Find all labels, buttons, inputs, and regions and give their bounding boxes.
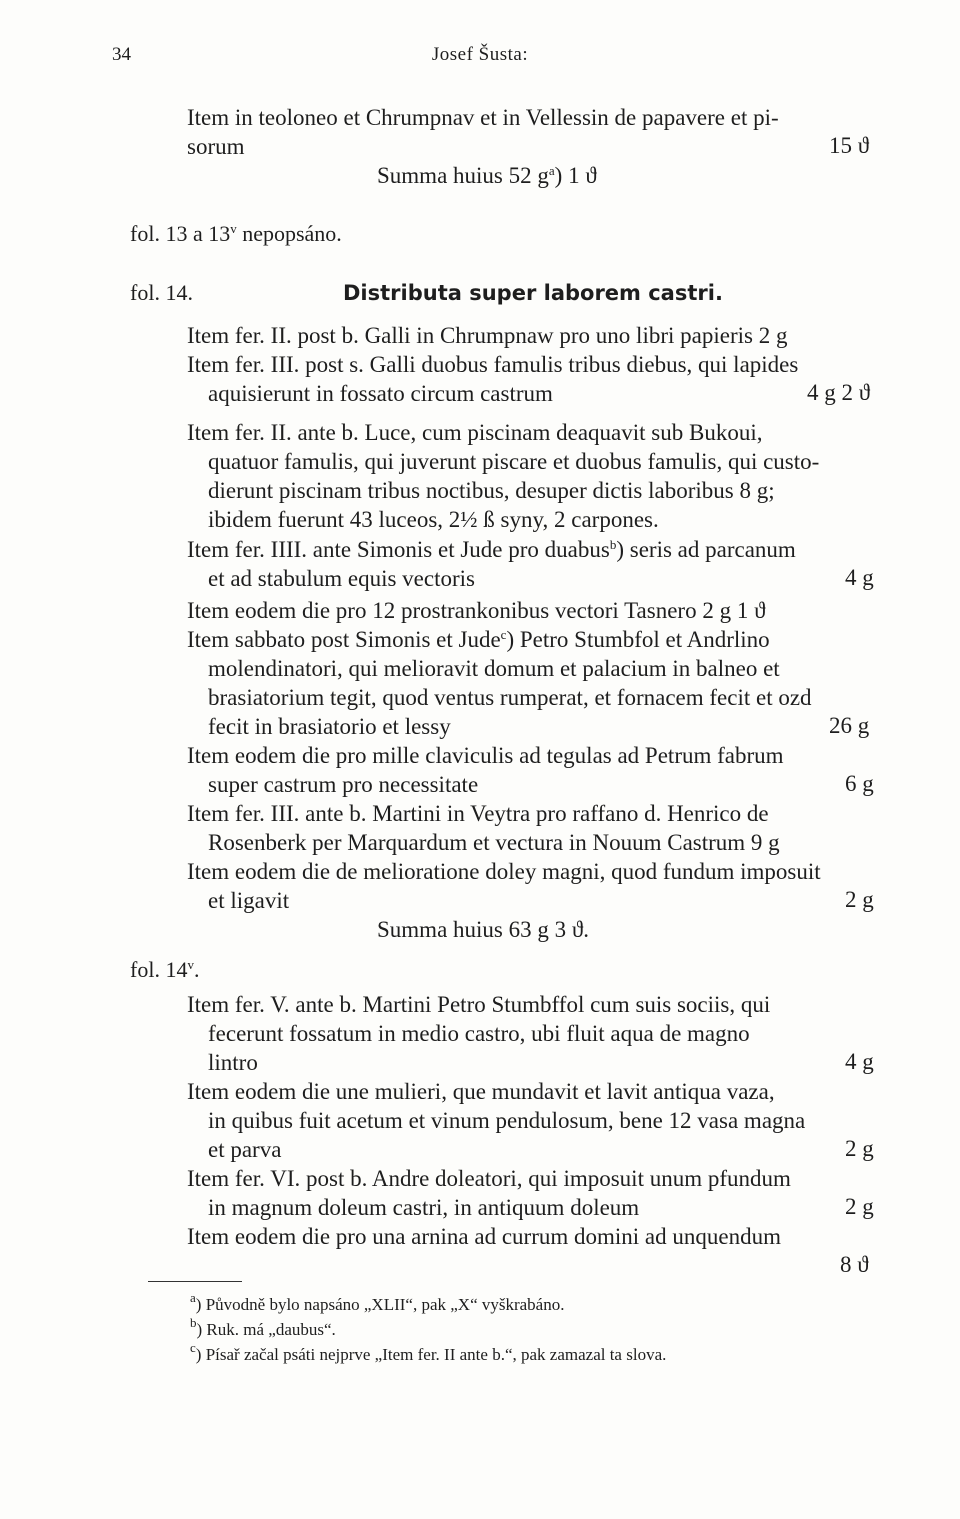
text-line: Item fer. III. ante b. Martini in Veytra pro raffano d. Henrico de (187, 801, 769, 826)
footnote-mark: a (190, 1290, 196, 1305)
footnote-ref: c (500, 627, 507, 642)
amount: 6 g (845, 771, 874, 796)
margin-sup: v (230, 221, 237, 236)
text-line: Item eodem die pro 12 prostrankonibus vectori Tasnero 2 g 1 ϑ (187, 598, 766, 623)
text-span: ) Petro Stumbfol et Andrlino (506, 627, 770, 652)
margin-text: fol. 13 a 13 (130, 221, 231, 246)
text-line: Item fer. II. ante b. Luce, cum piscinam deaquavit sub Bukoui, (187, 420, 763, 445)
text-line: et ligavit (208, 888, 290, 913)
amount: 26 g (829, 713, 870, 738)
amount: 2 g (845, 1136, 874, 1161)
text-line: dierunt piscinam tribus noctibus, desuper dictis laboribus 8 g; (208, 478, 775, 503)
text-line: Item fer. V. ante b. Martini Petro Stumbffol cum suis sociis, qui (187, 992, 771, 1017)
text-line: Item eodem die une mulieri, que mundavit et lavit antiqua vaza, (187, 1079, 775, 1104)
text-line: aquisierunt in fossato circum castrum (208, 381, 553, 406)
section-heading: Distributa super laborem castri. (343, 281, 723, 305)
margin-note: fol. 14. (130, 280, 193, 305)
footnote-ref: b (609, 537, 617, 552)
text-line: et ad stabulum equis vectoris (208, 566, 475, 591)
text-line: quatuor famulis, qui juverunt piscare et duobus famulis, qui custo- (208, 449, 820, 474)
summa-line (377, 162, 597, 190)
amount: 2 g (845, 1194, 874, 1219)
text-line: in quibus fuit acetum et vinum pendulosum, bene 12 vasa magna (208, 1108, 806, 1133)
text-line: lintro (208, 1050, 258, 1075)
summa-text: ) 1 ϑ (554, 163, 597, 188)
footnote-text: ) Původně bylo napsáno „XLII“, pak „X“ vyškrabáno. (195, 1295, 565, 1314)
text-line (187, 536, 796, 564)
footnote (190, 1315, 336, 1340)
text-line: molendinatori, qui melioravit domum et palacium in balneo et (208, 656, 780, 681)
text-line: sorum (187, 134, 245, 159)
summa-text: Summa huius 52 g (377, 163, 549, 188)
text-span: Item sabbato post Simonis et Jude (187, 627, 501, 652)
text-line: Item eodem die pro mille claviculis ad tegulas ad Petrum fabrum (187, 743, 784, 768)
text-line: Item in teoloneo et Chrumpnav et in Vellessin de papavere et pi- (187, 105, 779, 130)
text-span: Item fer. IIII. ante Simonis et Jude pro duabus (187, 537, 610, 562)
text-line: fecit in brasiatorio et lessy (208, 714, 451, 739)
footnote-mark: c (190, 1340, 196, 1355)
text-line: ibidem fuerunt 43 luceos, 2½ ß syny, 2 carpones. (208, 507, 659, 532)
margin-text: . (193, 957, 200, 982)
footnote-ref: a (548, 163, 555, 178)
footnote-text: ) Ruk. má „daubus“. (196, 1320, 336, 1339)
margin-text: nepopsáno. (236, 221, 342, 246)
amount: 4 g (845, 1049, 874, 1074)
amount: 2 g (845, 887, 874, 912)
text-line: Item fer. II. post b. Galli in Chrumpnaw pro uno libri papieris 2 g (187, 323, 788, 348)
text-line: Rosenberk per Marquardum et vectura in Nouum Castrum 9 g (208, 830, 780, 855)
summa-line: Summa huius 63 g 3 ϑ. (377, 917, 590, 942)
running-title: Josef Šusta: (431, 44, 529, 65)
footnote-rule (148, 1281, 242, 1282)
margin-sup: v (187, 957, 194, 972)
text-line: Item fer. VI. post b. Andre doleatori, qui imposuit unum pfundum (187, 1166, 791, 1191)
margin-text: fol. 14 (130, 957, 188, 982)
footnote-mark: b (190, 1315, 197, 1330)
text-line: et parva (208, 1137, 282, 1162)
amount: 4 g 2 ϑ (807, 380, 871, 405)
text-line: brasiatorium tegit, quod ventus rumperat, et fornacem fecit et ozd (208, 685, 812, 710)
amount: 8 ϑ (840, 1252, 869, 1277)
text-line: fecerunt fossatum in medio castro, ubi fluit aqua de magno (208, 1021, 750, 1046)
margin-note (130, 957, 199, 983)
page-number: 34 (112, 44, 131, 65)
text-line: Item eodem die de melioratione doley magni, quod fundum imposuit (187, 859, 821, 884)
footnote (190, 1340, 667, 1365)
text-line: super castrum pro necessitate (208, 772, 479, 797)
amount: 15 ϑ (829, 133, 870, 158)
footnote (190, 1290, 565, 1315)
text-span: ) seris ad parcanum (616, 537, 796, 562)
text-line: in magnum doleum castri, in antiquum doleum (208, 1195, 640, 1220)
text-line: Item fer. III. post s. Galli duobus famulis tribus diebus, qui lapides (187, 352, 799, 377)
text-line (187, 626, 770, 654)
text-line: Item eodem die pro una arnina ad currum domini ad unquendum (187, 1224, 781, 1249)
footnote-text: ) Písař začal psáti nejprve „Item fer. II ante b.“, pak zamazal ta slova. (195, 1345, 667, 1364)
amount: 4 g (845, 565, 874, 590)
margin-note (130, 221, 342, 247)
